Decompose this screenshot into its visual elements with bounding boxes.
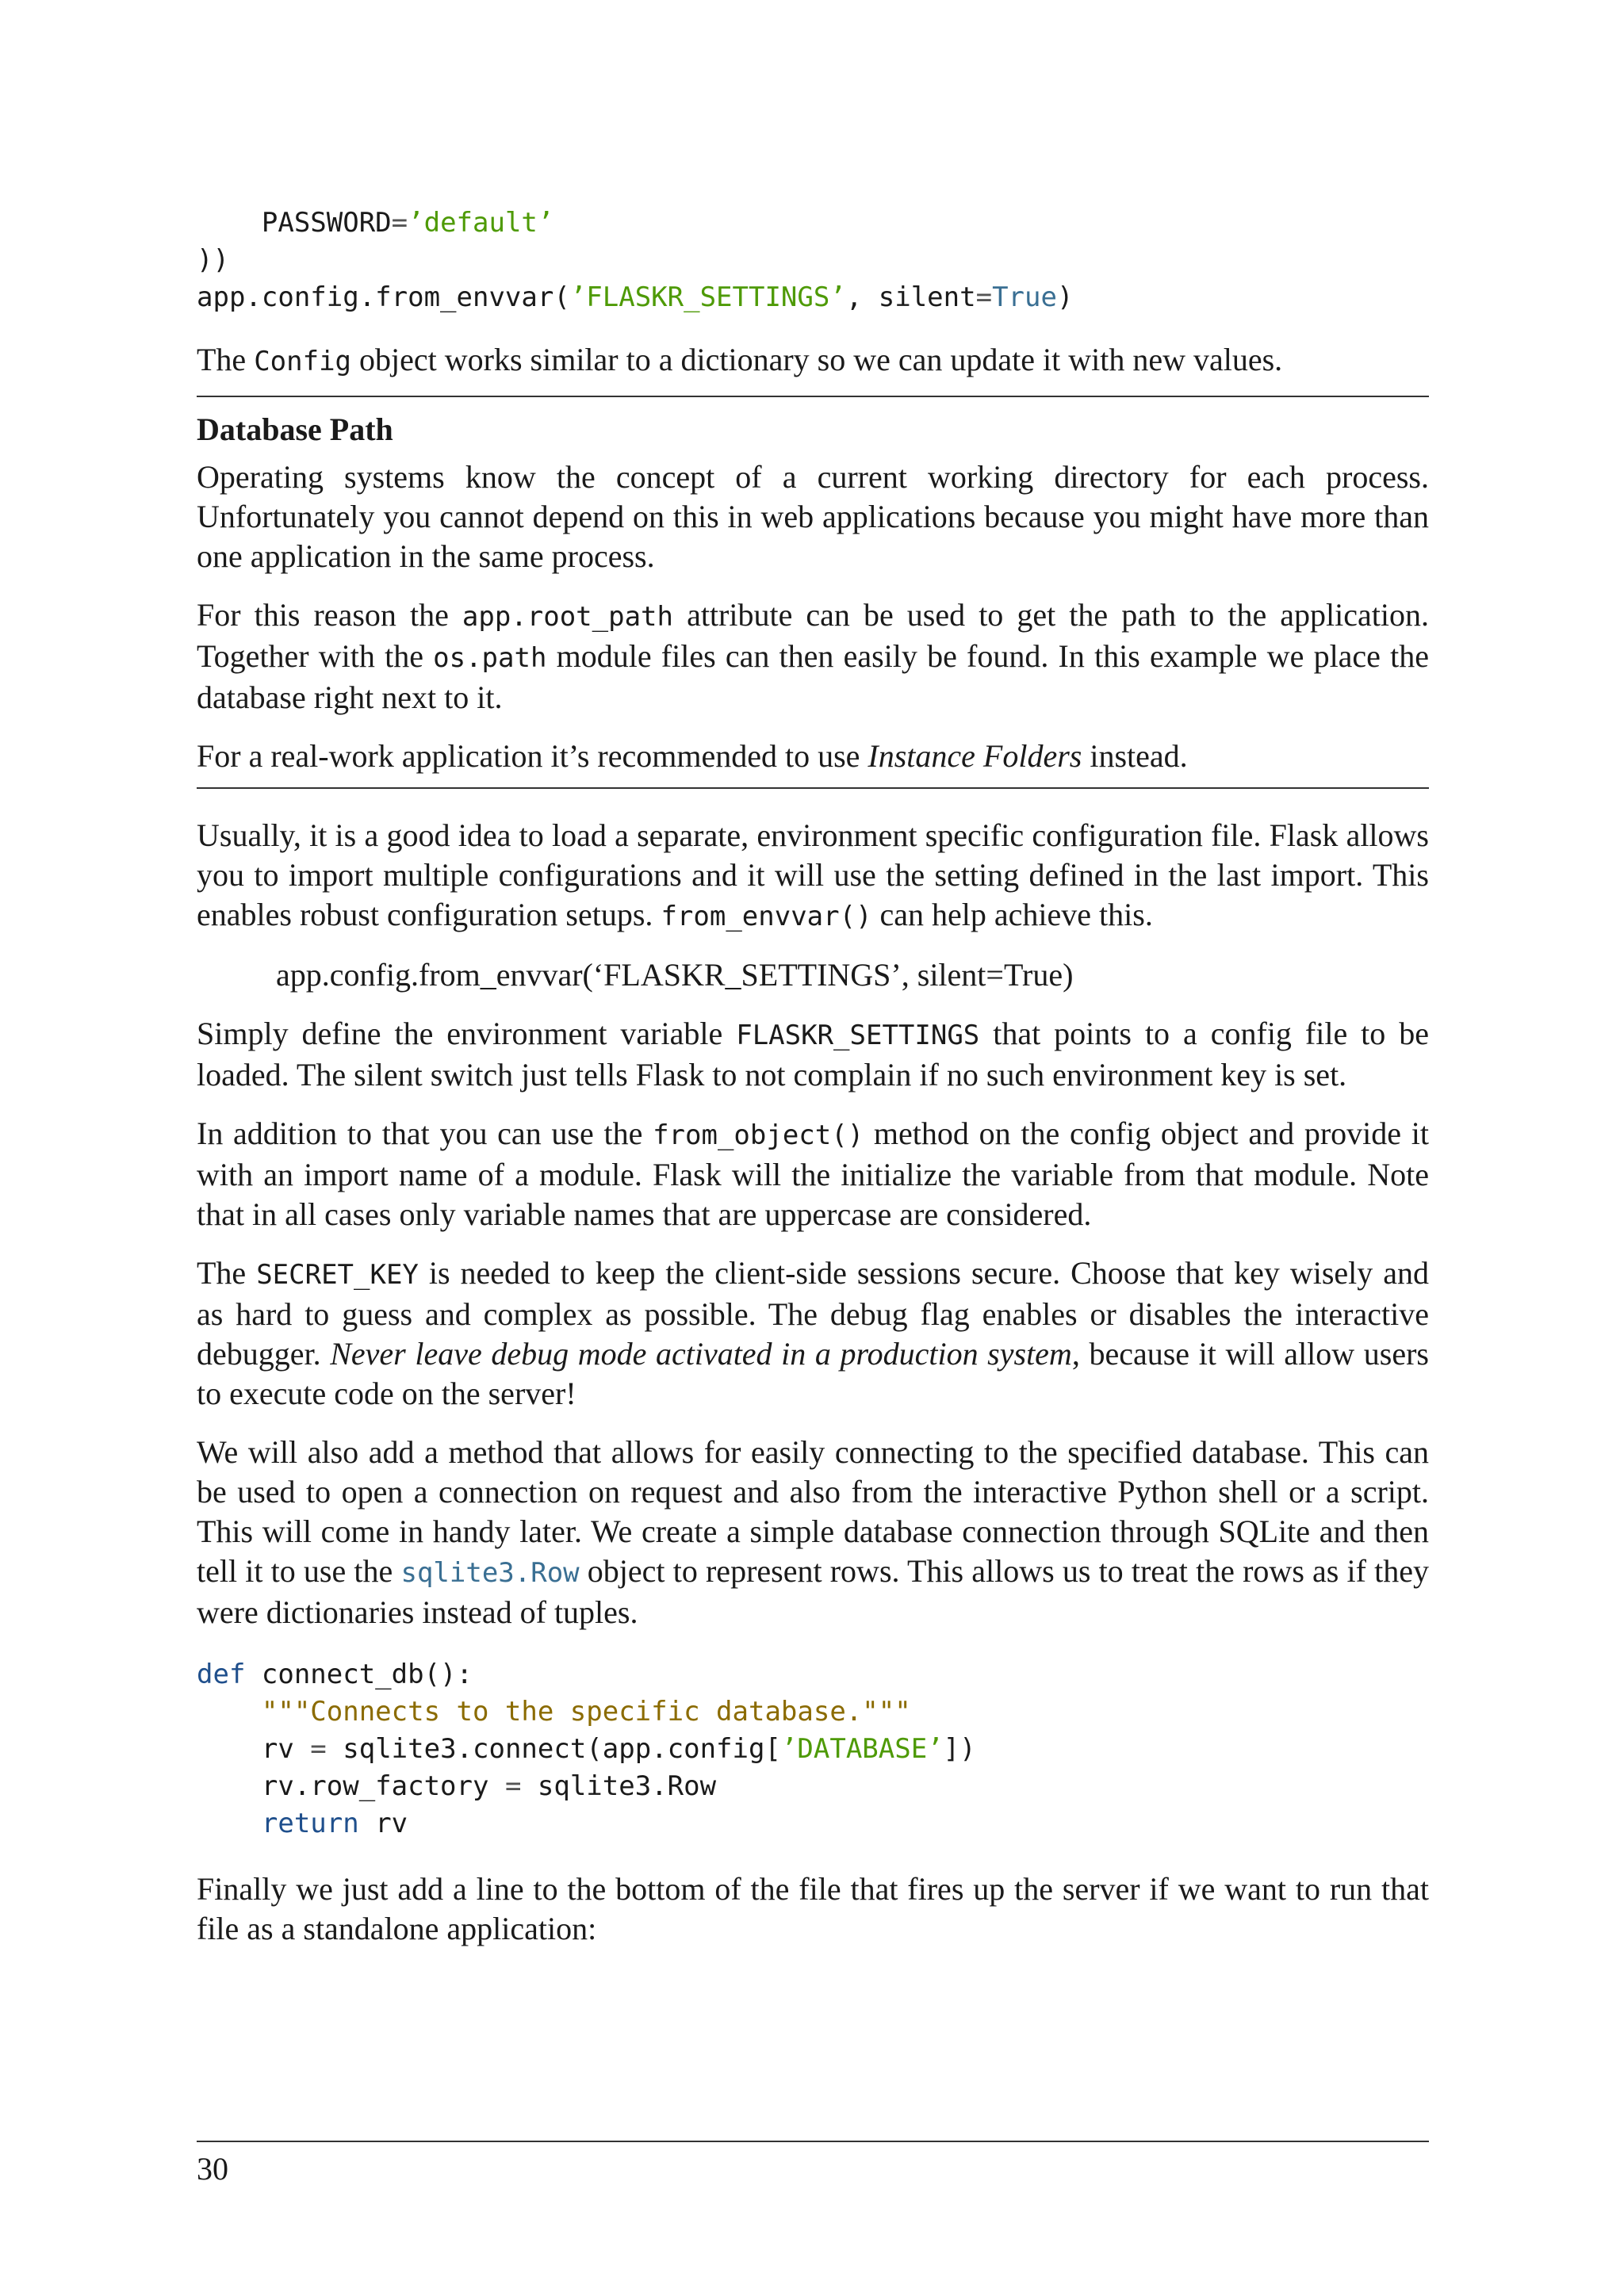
inline-code: Config (254, 346, 352, 377)
code-block-config-end (197, 205, 1429, 316)
text: object to represent rows. This allows us to treat the rows as if they were dictionaries instead of tuples. (197, 1553, 1430, 1630)
code-text: ) (1056, 281, 1074, 313)
box-title: Database Path (197, 411, 393, 447)
code-operator: = (310, 1733, 327, 1765)
paragraph-connect-method (197, 1433, 1429, 1632)
paragraph-finally: Finally we just add a line to the bottom of the file that fires up the server if we want to run that file as a standalone application: (197, 1871, 1429, 1946)
quoted-config-line: app.config.from_envvar(‘FLASKR_SETTINGS’, silent=True) (276, 957, 1074, 993)
code-string: ’FLASKR_SETTINGS’ (569, 281, 846, 313)
text: , because it will allow users to execute code on the server! (197, 1336, 1429, 1411)
code-indent (197, 1808, 262, 1839)
text: module files can then easily be found. In this example we place the database right next to it. (197, 638, 1429, 715)
inline-code: os.path (433, 642, 547, 674)
code-string: ’default’ (408, 207, 554, 239)
paragraph-usually (197, 816, 1429, 936)
code-keyword: def (197, 1659, 246, 1690)
inline-code: FLASKR_SETTINGS (736, 1020, 980, 1051)
box-paragraph-2 (197, 595, 1429, 718)
instance-folders-reference[interactable]: Instance Folders (868, 738, 1082, 774)
paragraph-secret-key (197, 1253, 1429, 1414)
code-text: rv.row_factory (197, 1770, 505, 1802)
code-text: , silent (845, 281, 976, 313)
code-block-connect-db (197, 1656, 1429, 1843)
paragraph-config-object (197, 340, 1429, 381)
paragraph-from-object (197, 1114, 1429, 1234)
code-text: connect_db(): (245, 1659, 473, 1690)
code-builtin: True (992, 281, 1057, 313)
code-text: PASSWORD (197, 207, 392, 239)
paragraph-define-env (197, 1014, 1429, 1095)
document-page (197, 205, 1429, 1968)
emphasis-warning: Never leave debug mode activated in a production system (330, 1336, 1072, 1372)
code-text: )) (197, 244, 229, 276)
inline-code: from_envvar() (661, 901, 872, 932)
code-text: app.config.from_envvar( (197, 281, 570, 313)
text: object works similar to a dictionary so we can update it with new values. (351, 342, 1283, 377)
code-text: sqlite3.Row (521, 1770, 717, 1802)
code-operator: = (504, 1770, 522, 1802)
footer-rule (197, 2141, 1429, 2142)
code-text: rv (197, 1733, 311, 1765)
code-operator: = (391, 207, 408, 239)
code-docstring: """Connects to the specific database.""" (197, 1696, 911, 1728)
text: can help achieve this. (871, 897, 1153, 932)
text: In addition to that you can use the (197, 1115, 653, 1151)
code-text: sqlite3.connect(app.config[ (326, 1733, 781, 1765)
box-bottom-rule (197, 787, 1429, 789)
text: that points to a config file to be loaded. The silent switch just tells Flask to not complain if no such environment key is set. (197, 1016, 1430, 1093)
text: Usually, it is a good idea to load a separate, environment specific configuration file. Flask allows you to import multiple configurations and it will use the setting defined in the last import. This enables robust configuration setups. (197, 817, 1429, 932)
code-keyword: return (261, 1808, 359, 1839)
inline-code: SECRET_KEY (256, 1259, 419, 1291)
box-paragraph-1: Operating systems know the concept of a current working directory for each process. Unfortunately you cannot depend on this in web applications because you might have more than one application in the same process. (197, 459, 1429, 574)
box-paragraph-3 (197, 737, 1429, 776)
text: Simply define the environment variable (197, 1016, 737, 1051)
text: attribute can be used to get the path to the application. Together with the (197, 597, 1429, 674)
sqlite3-row-reference[interactable]: sqlite3.Row (400, 1557, 580, 1589)
code-text: ]) (943, 1733, 976, 1765)
code-text: rv (358, 1808, 408, 1839)
inline-code: app.root_path (462, 601, 673, 633)
text: For a real-work application it’s recommended to use (197, 738, 868, 774)
page-number: 30 (197, 2151, 228, 2187)
text: method on the config object and provide it with an import name of a module. Flask will the initialize the variable from that module. Note that in all cases only variable names that are uppercase are considered. (197, 1115, 1429, 1232)
inline-code: from_object() (653, 1119, 864, 1151)
text: The (197, 1255, 257, 1291)
code-string: ’DATABASE’ (780, 1733, 944, 1765)
text: The (197, 342, 255, 377)
text: is needed to keep the client-side sessions secure. Choose that key wisely and as hard to guess and complex as possible. The debug flag enables or disables the interactive debugger. (197, 1255, 1430, 1372)
database-path-box (197, 410, 1429, 776)
box-top-rule (197, 396, 1429, 397)
text: For this reason the (197, 597, 462, 633)
text: We will also add a method that allows for easily connecting to the specified database. This can be used to open a connection on request and also from the interactive Python shell or a script. This will come in handy later. We create a simple database connection through SQLite and then tell it to use the (197, 1434, 1429, 1589)
text: instead. (1082, 738, 1188, 774)
code-operator: = (975, 281, 993, 313)
